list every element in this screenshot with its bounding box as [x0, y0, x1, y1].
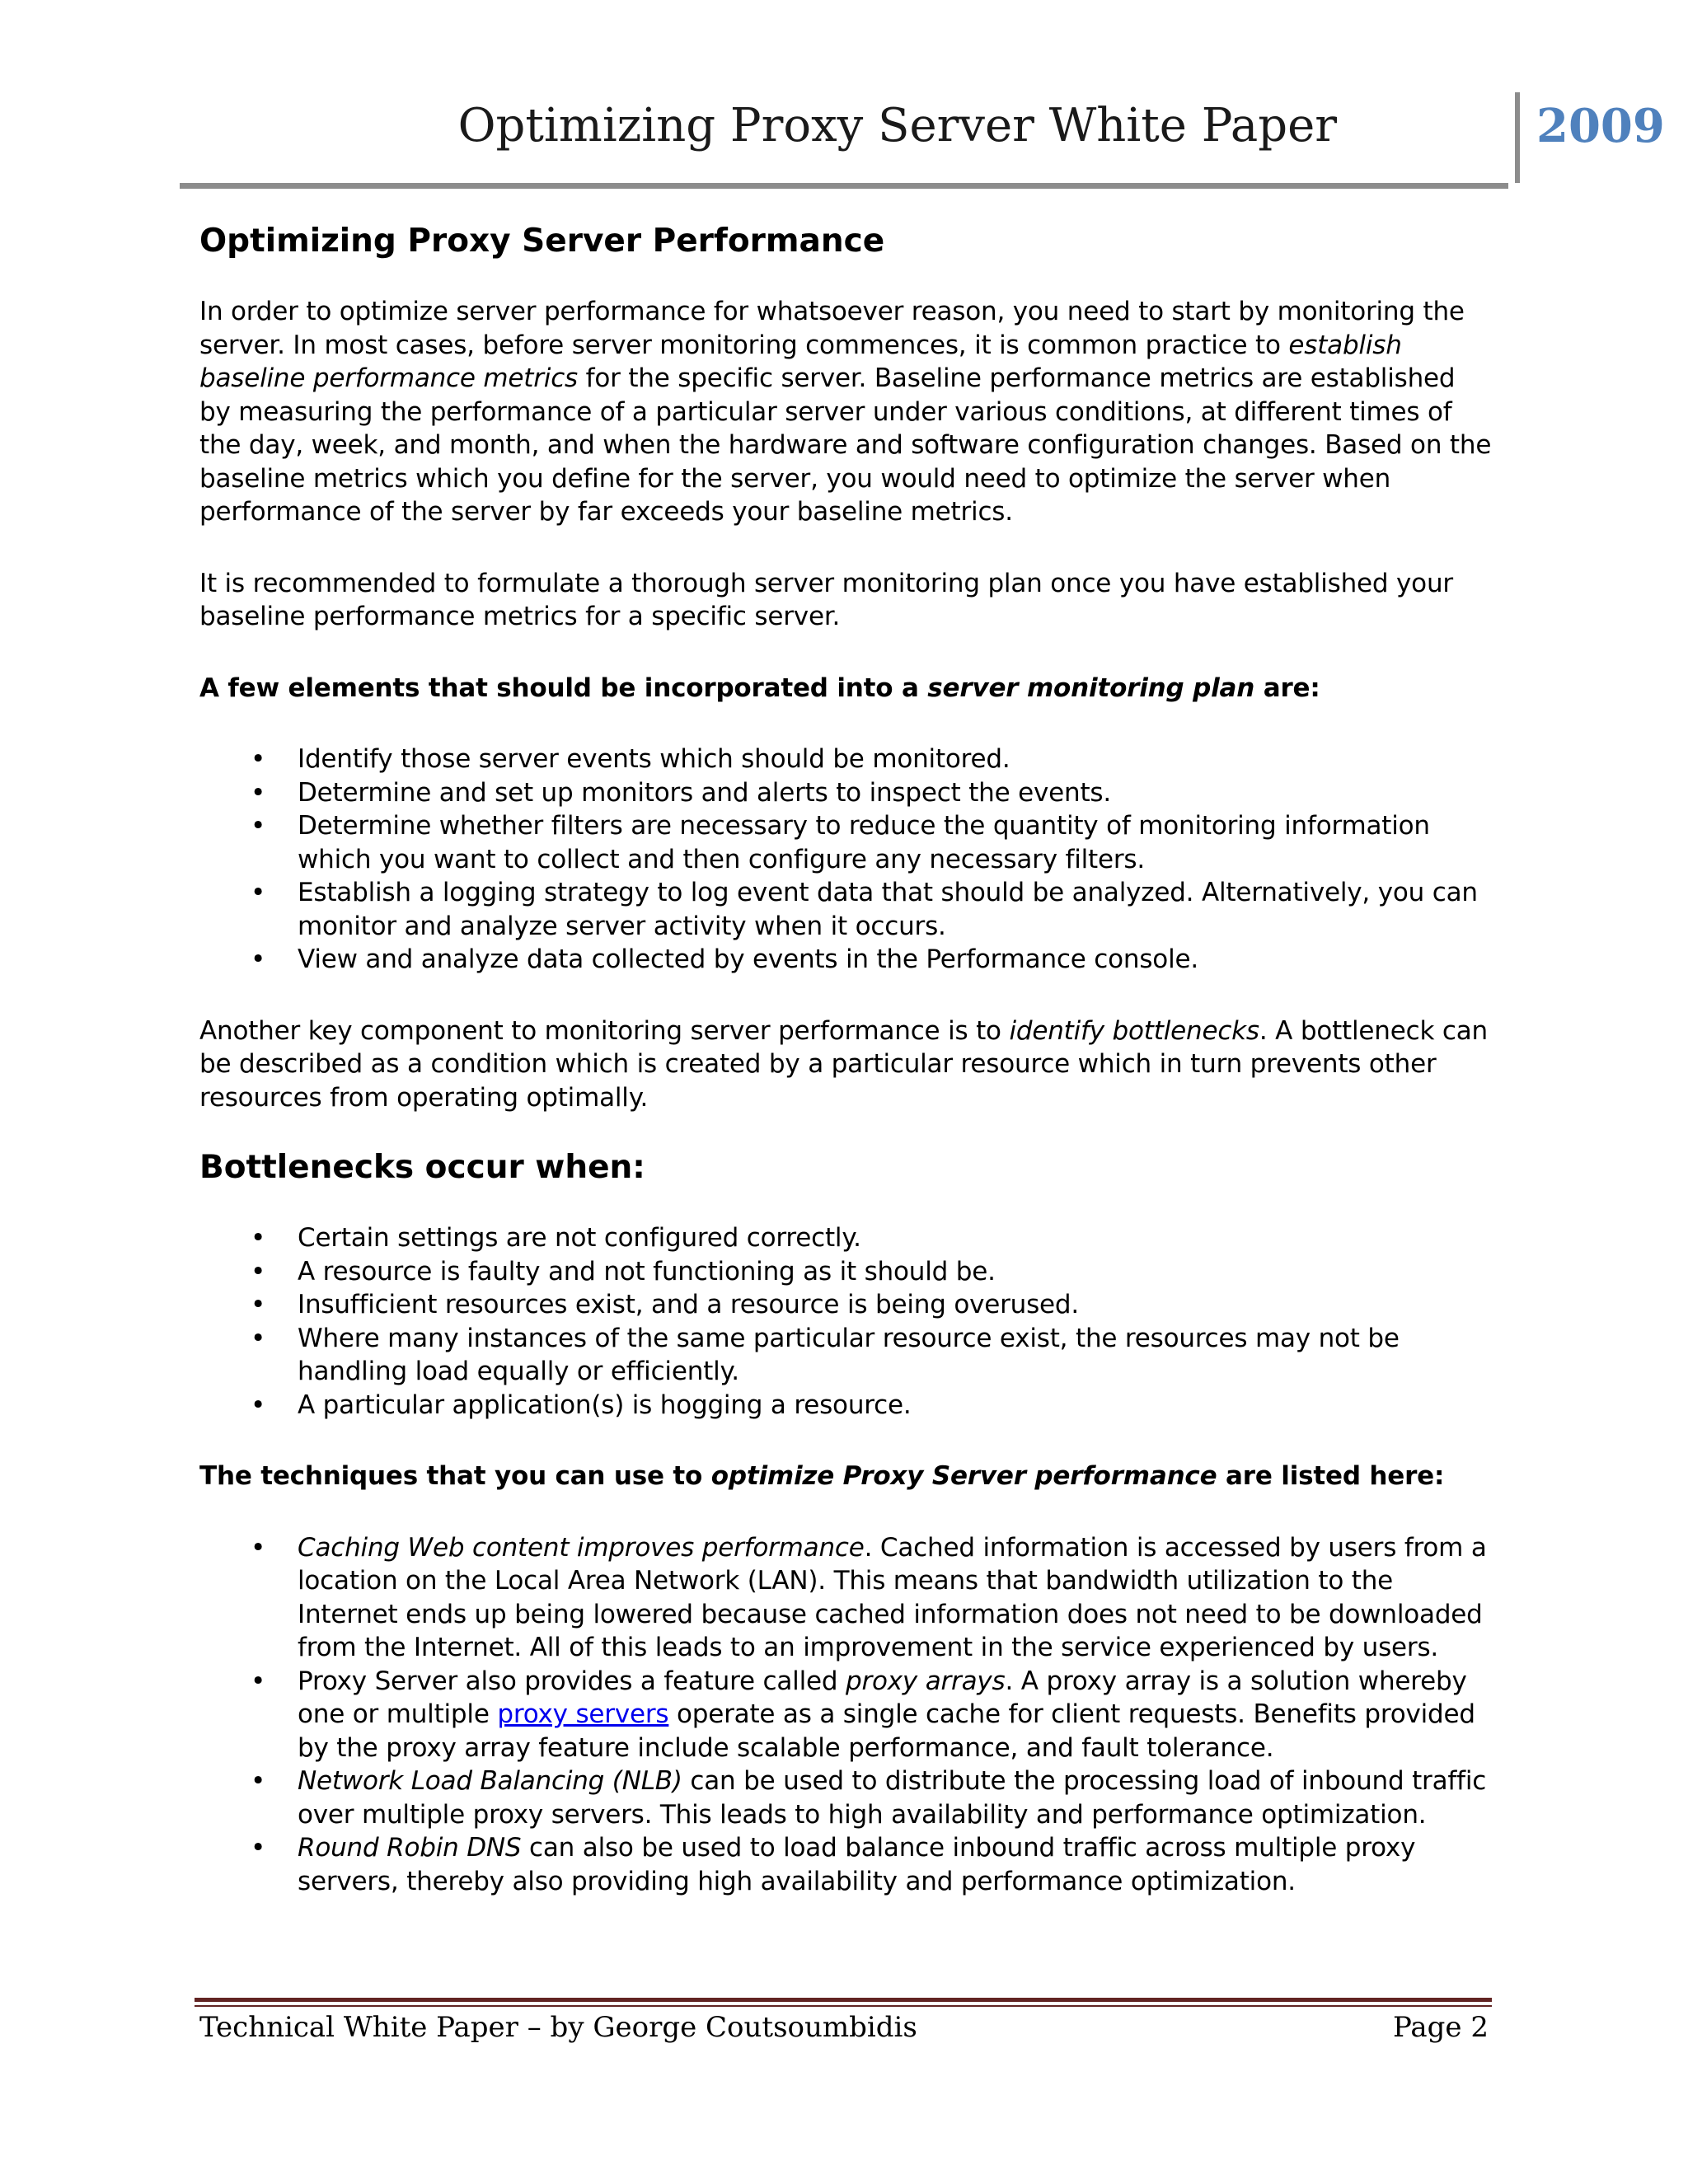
list-item: • Caching Web content improves performance. Cached information is accessed by users from a location on the Local Area Network (LAN). This means that bandwidth utilization to the Internet ends up being lowered because cached information does not need to be downloaded from the Internet. All of this leads to an improvement in the service experienced by users. — [251, 1532, 1487, 1662]
proxy-servers-link[interactable]: proxy servers — [497, 1699, 669, 1729]
list-item: • Certain settings are not configured correctly. — [251, 1223, 861, 1253]
list-bottleneck-causes — [199, 1221, 1493, 1422]
header-separator — [1515, 92, 1520, 183]
paragraph-monitoring-plan: It is recommended to formulate a thorough server monitoring plan once you have established your baseline performance metrics for a specific server. — [199, 568, 1453, 631]
header-year: 2009 — [1536, 99, 1665, 153]
list-item: • A particular application(s) is hogging a resource. — [251, 1390, 912, 1420]
emphasis-baseline-metrics: establish baseline performance metrics — [199, 330, 1402, 393]
section-heading-performance: Optimizing Proxy Server Performance — [199, 223, 885, 260]
footer-rule-thin — [195, 2005, 1492, 2007]
lead-optimization-techniques: The techniques that you can use to optimize Proxy Server performance are listed here: — [199, 1461, 1445, 1491]
list-item: • View and analyze data collected by events in the Performance console. — [251, 944, 1199, 974]
lead-monitoring-elements: A few elements that should be incorporated into a server monitoring plan are: — [199, 673, 1320, 703]
list-item: • Establish a logging strategy to log event data that should be analyzed. Alternatively, you can monitor and analyze server activity when it occurs. — [251, 878, 1478, 941]
list-item: • Network Load Balancing (NLB) can be used to distribute the processing load of inbound traffic over multiple proxy servers. This leads to high availability and performance optimization. — [251, 1766, 1487, 1830]
list-item: • Proxy Server also provides a feature called proxy arrays. A proxy array is a solution whereby one or multiple proxy servers operate as a single cache for client requests. Benefits provided by the proxy array feature include scalable performance, and fault tolerance. — [251, 1666, 1475, 1763]
emphasis-identify-bottlenecks: identify bottlenecks — [1009, 1015, 1259, 1046]
paragraph-intro: In order to optimize server performance for whatsoever reason, you need to start by monitoring the server. In most cases, before server monitoring commences, it is common practice to establish baseline performance metrics for the specific server. Baseline performance metrics are established by measuring the performance of a particular server under various conditions, at different times of the day, week, and month, and when the hardware and software configuration changes. Based on the baseline metrics which you define for the server, you would need to optimize the server when performance of the server by far exceeds your baseline metrics. — [199, 297, 1492, 527]
footer-author: Technical White Paper – by George Coutsoumbidis — [199, 2011, 917, 2044]
page-number: Page 2 — [1393, 2011, 1489, 2044]
list-optimization-techniques — [199, 1531, 1493, 1899]
list-item: • Determine and set up monitors and alerts to inspect the events. — [251, 777, 1112, 808]
paragraph-bottlenecks: Another key component to monitoring server performance is to identify bottlenecks. A bottleneck can be described as a condition which is created by a particular resource which in turn prevents other resources from operating optimally. — [199, 1015, 1488, 1113]
header-title: Optimizing Proxy Server White Paper — [457, 99, 1337, 152]
list-item: • Identify those server events which should be monitored. — [251, 744, 1010, 774]
list-monitoring-elements — [199, 743, 1493, 977]
page-body — [199, 216, 1493, 1898]
list-item: • Round Robin DNS can also be used to load balance inbound traffic across multiple proxy servers, thereby also providing high availability and performance optimization. — [251, 1833, 1416, 1896]
list-item: • Determine whether filters are necessary to reduce the quantity of monitoring information which you want to collect and then configure any necessary filters. — [251, 811, 1430, 874]
list-item: • A resource is faulty and not functioning as it should be. — [251, 1256, 996, 1286]
footer-rule-thick — [195, 1998, 1492, 2002]
section-heading-bottlenecks: Bottlenecks occur when: — [199, 1149, 645, 1186]
list-item: • Where many instances of the same particular resource exist, the resources may not be handling load equally or efficiently. — [251, 1323, 1400, 1386]
list-item: • Insufficient resources exist, and a resource is being overused. — [251, 1290, 1080, 1319]
page-header — [180, 92, 1665, 189]
